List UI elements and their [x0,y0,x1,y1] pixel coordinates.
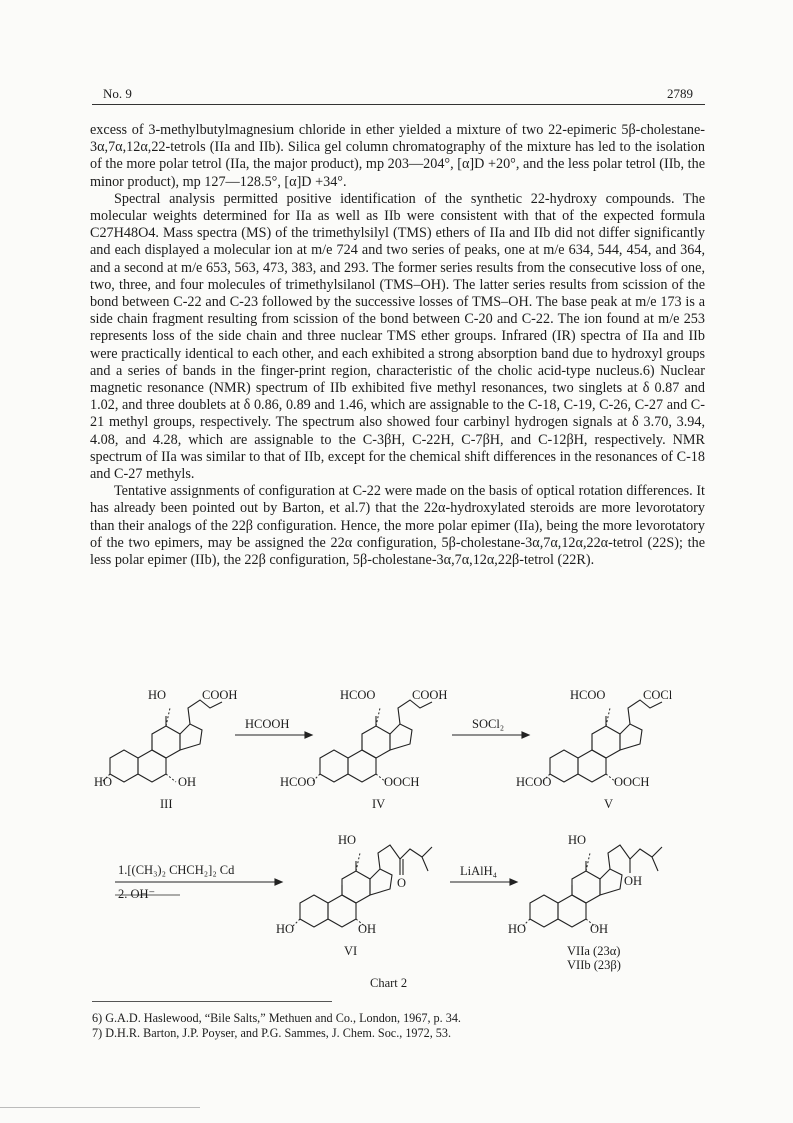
reagent-hcooh: HCOOH [245,717,290,731]
page-number: 2789 [667,86,693,101]
compound-III-id: III [160,797,173,811]
reaction-scheme [90,670,710,1000]
compound-VII-side-oh: OH [624,874,643,888]
footnote-rule [92,1001,332,1002]
journal-issue: No. 9 [103,86,132,101]
compound-IV-structure [312,700,432,782]
compound-V-side-chain: COCl [643,688,673,702]
article-body [90,122,705,569]
compound-III-side-chain: COOH [202,688,238,702]
compound-V-structure [542,700,662,782]
compound-IV-top-substituent: HCOO [340,688,376,702]
paragraph-1: excess of 3-methylbutylmagnesium chloride in ether yielded a mixture of two 22-epimeric 5β-cholestane-3α,7α,12α,22-tetrols (IIa and IIb). Silica gel column chromatography of the mixture has led to the isolation of the more polar tetrol (IIa, the major product), mp 203—204°, [α]D +20°, and the less polar tetrol (IIb, the minor product), mp 127—128.5°, [α]D +34°. [90,122,705,190]
compound-VIIa-id: VIIa (23α) [567,944,621,958]
scan-artifact-line [0,1107,200,1108]
compound-VIIb-id: VIIb (23β) [567,958,621,972]
compound-V-top-substituent: HCOO [570,688,606,702]
compound-VI-left-substituent: HO [276,922,295,936]
compound-VI-id: VI [344,944,358,958]
compound-IV-right-substituent: OOCH [384,775,420,789]
compound-IV-side-chain: COOH [412,688,448,702]
compound-VI-top-substituent: HO [338,833,357,847]
paragraph-2: Spectral analysis permitted positive identification of the synthetic 22-hydroxy compounds. The molecular weights determined for IIa as well as IIb were consistent with that of the expected formula C27H48O4. Mass spectra (MS) of the trimethylsilyl (TMS) ethers of IIa and IIb did not differ significantly and each displayed a molecular ion at m/e 724 and two series of peaks, one at m/e 634, 544, 454, and 364, and a second at m/e 653, 563, 473, 383, and 293. The former series results from the consecutive loss of one, two, three, and four molecules of trimethylsilanol (TMS–OH). The latter series results from scission of the bond between C-22 and C-23 followed by the successive losses of TMS–OH. The base peak at m/e 173 is a side chain fragment resulting from scission of the bond between C-20 and C-22. The ion found at m/e 253 represents loss of the side chain and three nuclear TMS ether groups. Infrared (IR) spectra of IIa and IIb were practically identical to each other, and each exhibited a strong absorption band due to hydroxyl groups and a series of bands in the finger-print region, characteristic of the cholic acid-type nucleus.6) Nuclear magnetic resonance (NMR) spectrum of IIb exhibited five methyl resonances, two singlets at δ 0.87 and 1.02, and three doublets at δ 0.86, 0.89 and 1.46, which are assignable to the C-18, C-19, C-26, C-27 and C-21 methyl groups, respectively. The spectrum also showed four carbinyl hydrogen signals at δ 3.70, 3.94, 4.08, and 4.28, which are assignable to the C-3βH, C-22H, C-7βH, and C-12βH, respectively. NMR spectrum of IIa was similar to that of IIb, except for the chemical shift differences in the resonances of C-18 and C-27 methyls. [90,190,705,483]
footnote-6: 6) G.A.D. Haslewood, “Bile Salts,” Methuen and Co., London, 1967, p. 34. [92,1011,461,1025]
compound-VI-right-substituent: OH [358,922,377,936]
compound-VI-ketone: O [397,876,407,890]
compound-VII-right-substituent: OH [590,922,609,936]
compound-VI-structure [292,845,432,927]
compound-III-top-substituent: HO [148,688,167,702]
compound-III-structure [102,700,222,782]
compound-VII-top-substituent: HO [568,833,587,847]
compound-V-id: V [604,797,614,811]
header-rule [92,104,705,105]
compound-IV-left-substituent: HCOO [280,775,316,789]
reagent-lialh4: LiAlH₄ [460,864,497,878]
compound-V-right-substituent: OOCH [614,775,650,789]
paragraph-3: Tentative assignments of configuration at C-22 were made on the basis of optical rotation differences. It has already been pointed out by Barton, et al.7) that the 22α-hydroxylated steroids are more levorotatory than their analogs of the 22β configuration. Hence, the more polar epimer (IIa), being the more levorotatory of the two epimers, may be assigned the 22α configuration, 5β-cholestane-3α,7α,12α,22α-tetrol (22S); the less polar epimer (IIb), the 22β configuration, 5β-cholestane-3α,7α,12α,22β-tetrol (22R). [90,483,705,569]
footnotes [92,1011,712,1041]
compound-V-left-substituent: HCOO [516,775,552,789]
compound-VII-left-substituent: HO [508,922,527,936]
compound-IV-id: IV [372,797,386,811]
compound-III-left-substituent: HO [94,775,113,789]
reagent-socl2: SOCl₂ [472,717,505,731]
chart-caption: Chart 2 [370,976,408,990]
compound-III-right-substituent: OH [178,775,197,789]
footnote-7: 7) D.H.R. Barton, J.P. Poyser, and P.G. Sammes, J. Chem. Soc., 1972, 53. [92,1026,452,1040]
reagent-cadmium: 1.[(CH₃)₂ CHCH₂]₂ Cd [118,863,235,877]
reagent-hydroxide: 2. OH⁻ [118,887,156,901]
